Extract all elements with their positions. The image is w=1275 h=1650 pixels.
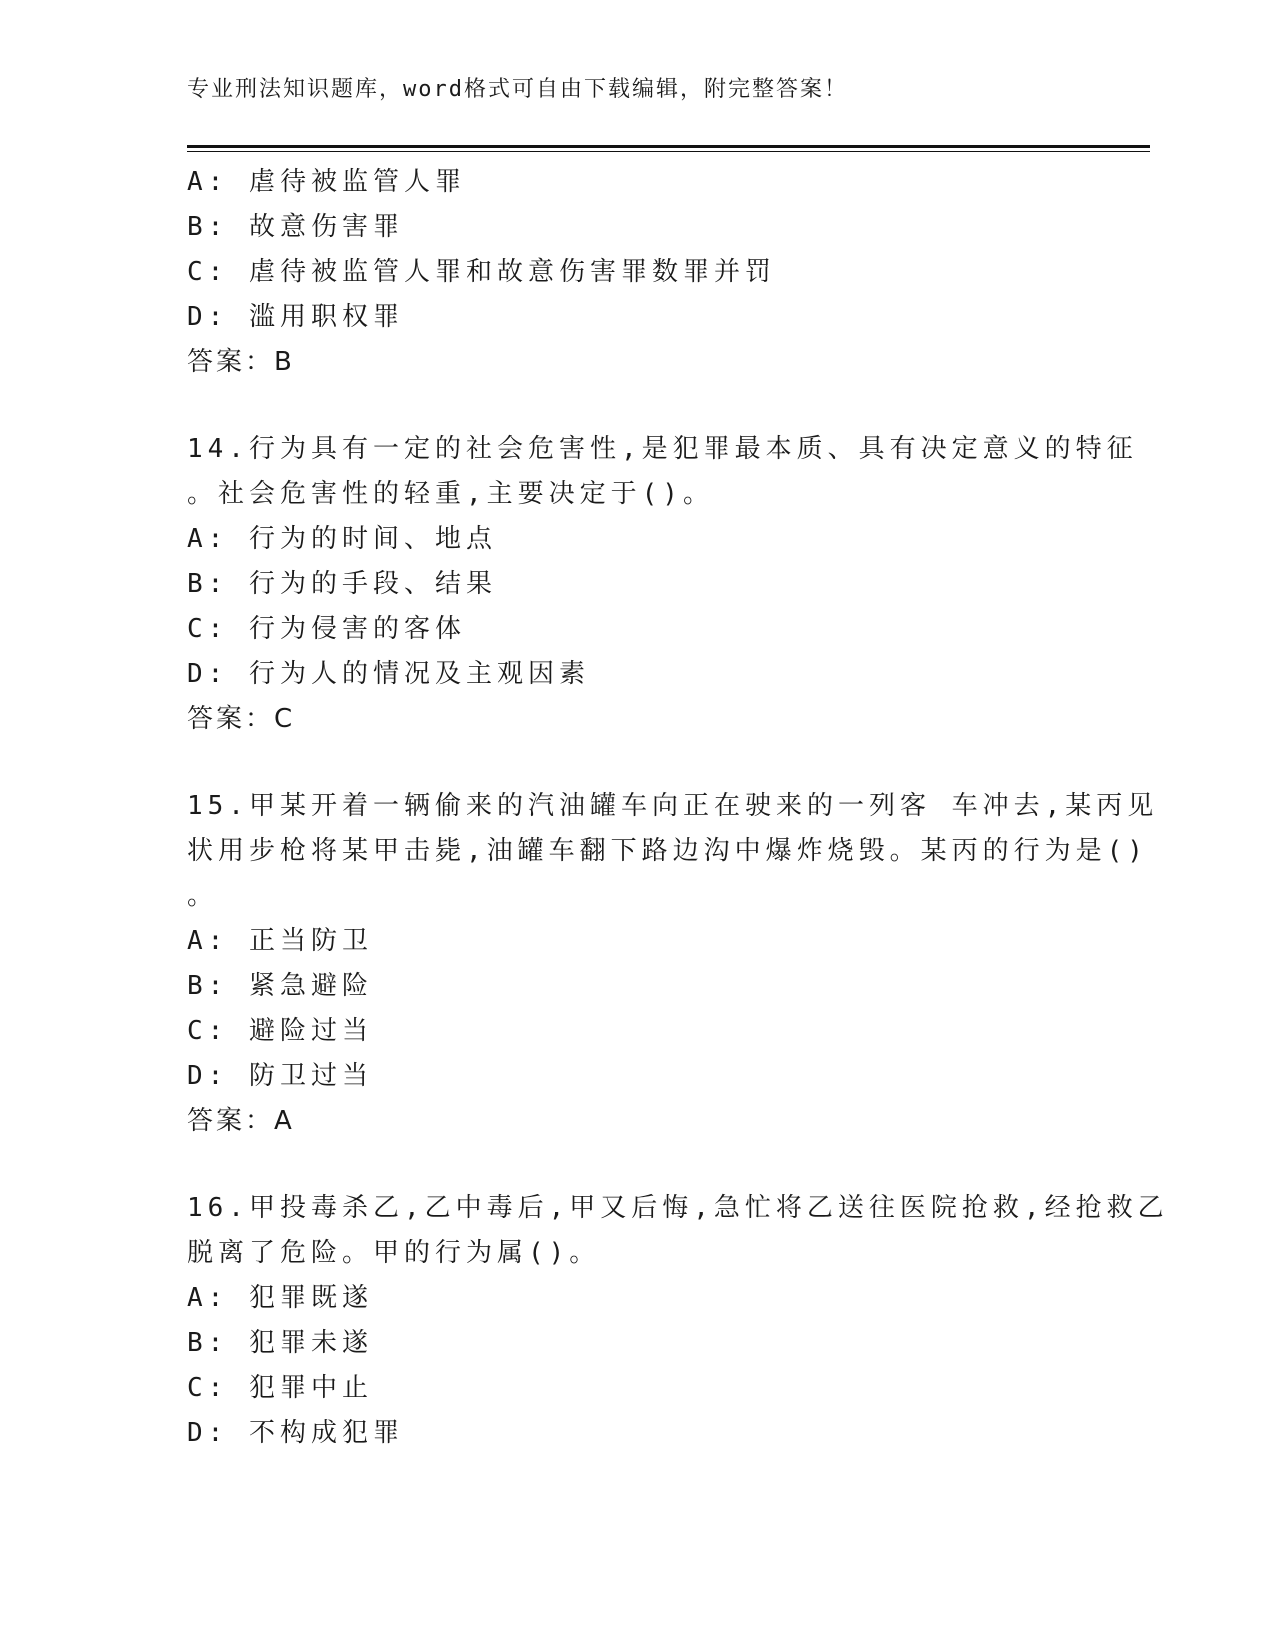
question-content [187, 160, 1169, 1456]
option-d: D: 不构成犯罪 [187, 1418, 404, 1448]
header-rule-thick [187, 145, 1150, 148]
question-16 [187, 1186, 1169, 1456]
question-line: 。社会危害性的轻重,主要决定于()。 [187, 479, 714, 509]
option-a: A: 犯罪既遂 [187, 1283, 373, 1313]
option-a: A: 虐待被监管人罪 [187, 167, 466, 197]
question-line: 。 [187, 881, 219, 911]
option-a: A: 正当防卫 [187, 926, 373, 956]
option-b: B: 行为的手段、结果 [187, 569, 497, 599]
header-rule-thin [187, 151, 1150, 152]
option-b: B: 故意伤害罪 [187, 212, 404, 242]
question-15 [187, 784, 1159, 1144]
option-d: D: 防卫过当 [187, 1061, 373, 1091]
question-text [187, 427, 1138, 517]
option-d: D: 行为人的情况及主观因素 [187, 659, 590, 689]
question-14 [187, 427, 1138, 742]
option-c: C: 虐待被监管人罪和故意伤害罪数罪并罚 [187, 257, 776, 287]
question-line: 16.甲投毒杀乙,乙中毒后,甲又后悔,急忙将乙送往医院抢救,经抢救乙 [187, 1193, 1169, 1223]
question-text [187, 784, 1159, 919]
answer: 答案：B [187, 347, 295, 377]
question-line: 14.行为具有一定的社会危害性,是犯罪最本质、具有决定意义的特征 [187, 434, 1138, 464]
answer: 答案：A [187, 1106, 295, 1136]
page-header: 专业刑法知识题库，word格式可自由下载编辑，附完整答案！ [187, 77, 848, 102]
question-13 [187, 160, 1077, 385]
option-b: B: 犯罪未遂 [187, 1328, 373, 1358]
option-d: D: 滥用职权罪 [187, 302, 404, 332]
option-c: C: 犯罪中止 [187, 1373, 373, 1403]
question-line: 状用步枪将某甲击毙,油罐车翻下路边沟中爆炸烧毁。某丙的行为是() [187, 836, 1148, 866]
option-c: C: 行为侵害的客体 [187, 614, 466, 644]
question-line: 15.甲某开着一辆偷来的汽油罐车向正在驶来的一列客 车冲去,某丙见 [187, 791, 1159, 821]
option-c: C: 避险过当 [187, 1016, 373, 1046]
question-text [187, 1186, 1169, 1276]
question-line: 脱离了危险。甲的行为属()。 [187, 1238, 601, 1268]
answer: 答案：C [187, 704, 296, 734]
option-a: A: 行为的时间、地点 [187, 524, 497, 554]
option-b: B: 紧急避险 [187, 971, 373, 1001]
